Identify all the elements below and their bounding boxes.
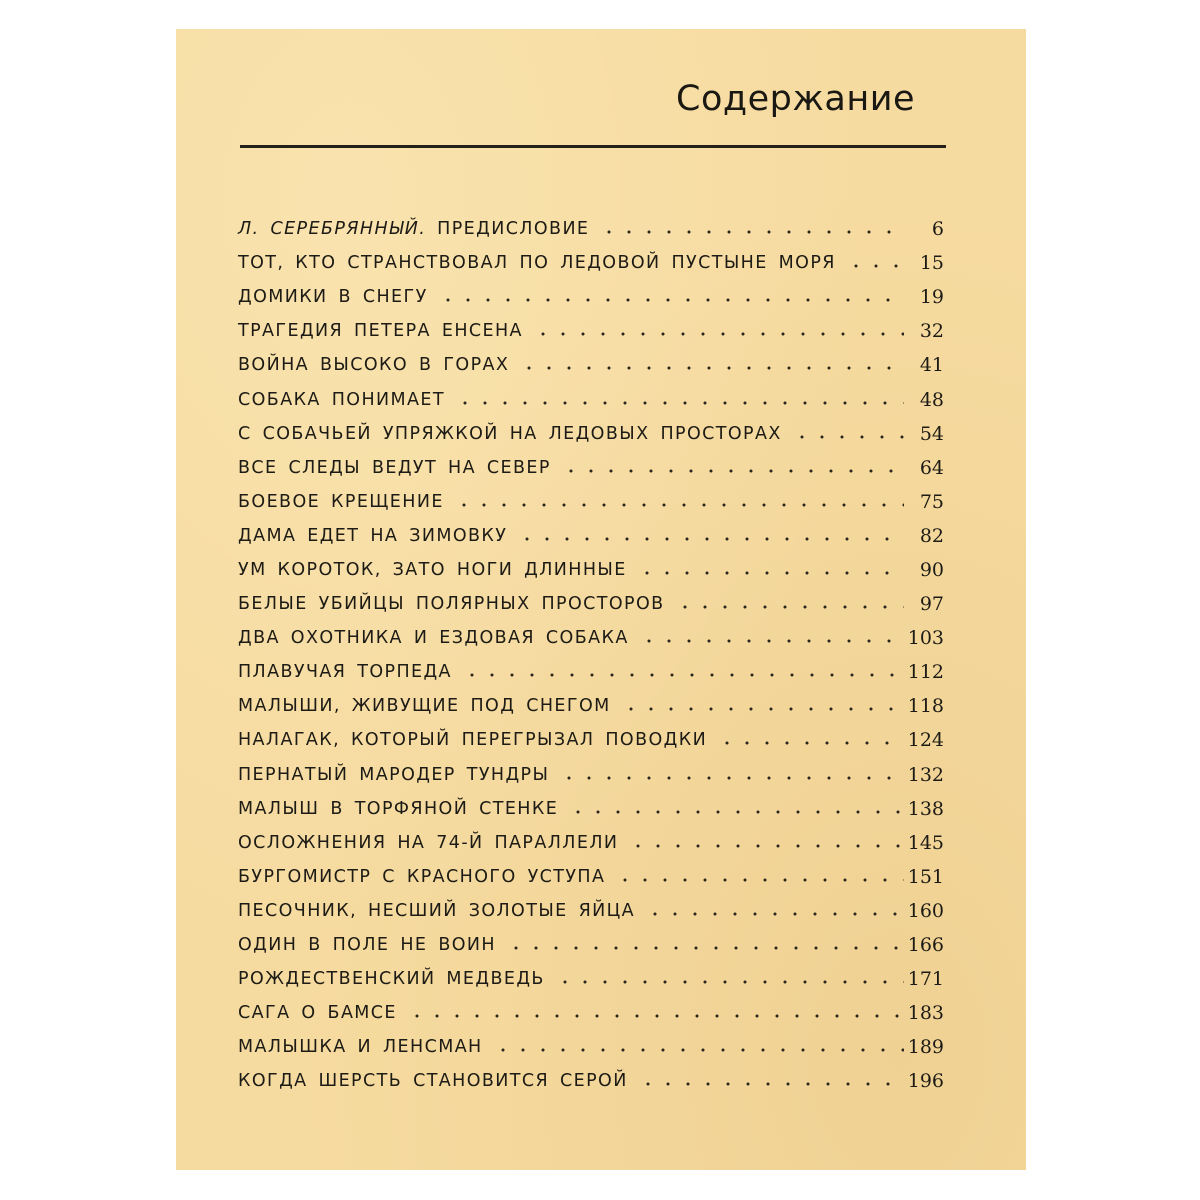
page-title: Содержание [676, 79, 915, 119]
toc-entry-title-text: ДАМА ЕДЕТ НА ЗИМОВКУ [238, 525, 508, 546]
toc-entry-page-number: 32 [919, 320, 944, 343]
toc-entry-page-number: 151 [907, 865, 944, 888]
dot-leader [568, 810, 904, 814]
toc-entry-title [238, 355, 509, 375]
toc-entry-page-number: 171 [907, 968, 944, 991]
toc-entry-title [238, 833, 618, 853]
dot-leader [517, 537, 904, 541]
toc-entry-title [238, 662, 452, 682]
toc-entry [238, 894, 944, 928]
toc-entry-title-text: ПРЕДИСЛОВИЕ [437, 219, 590, 240]
toc-entry-title-text: ТРАГЕДИЯ ПЕТЕРА ЕНСЕНА [238, 321, 523, 342]
toc-entry-title-text: САГА О БАМСЕ [238, 1003, 397, 1024]
toc-entry [238, 280, 944, 314]
toc-entry-page-number: 118 [907, 695, 944, 718]
dot-leader [462, 673, 904, 677]
toc-entry [238, 655, 944, 689]
toc-entry-title-text: ДОМИКИ В СНЕГУ [238, 287, 428, 308]
dot-leader [555, 980, 904, 984]
toc-entry-page-number: 75 [919, 490, 944, 513]
toc-entry-title-text: ПЛАВУЧАЯ ТОРПЕДА [238, 662, 452, 683]
toc-entry-title-text: ОДИН В ПОЛЕ НЕ ВОИН [238, 935, 496, 956]
toc-entry-title [238, 628, 629, 648]
toc-entry-page-number: 97 [919, 593, 944, 616]
toc-entry-title [238, 219, 589, 239]
toc-entry-page-number: 48 [919, 388, 944, 411]
toc-entry [238, 689, 944, 723]
toc-entry-title [238, 1037, 483, 1057]
dot-leader [533, 332, 904, 336]
dot-leader [846, 264, 904, 268]
toc-entry [238, 314, 944, 348]
dot-leader [455, 401, 904, 405]
toc-entry-title-text: СОБАКА ПОНИМАЕТ [238, 389, 445, 410]
dot-leader [621, 707, 904, 711]
toc-entry-page-number: 19 [919, 286, 944, 309]
dot-leader [637, 571, 904, 575]
toc-entry-page-number: 112 [907, 661, 944, 684]
dot-leader [519, 366, 904, 370]
toc-entry-title [238, 321, 523, 341]
toc-entry-title-text: МАЛЫШ В ТОРФЯНОЙ СТЕНКЕ [238, 798, 559, 819]
toc-entry-title [238, 730, 707, 750]
toc-entry-page-number: 196 [907, 1070, 944, 1093]
dot-leader [615, 878, 904, 882]
toc-entry-page-number: 41 [919, 354, 944, 377]
toc-entry [238, 1064, 944, 1098]
dot-leader [561, 469, 904, 473]
toc-entry [238, 1030, 944, 1064]
dot-leader [599, 230, 904, 234]
table-of-contents [238, 212, 944, 1098]
dot-leader [645, 912, 904, 916]
toc-entry [238, 212, 944, 246]
toc-entry-page-number: 82 [919, 524, 944, 547]
toc-entry-title [238, 424, 782, 444]
toc-entry-page-number: 54 [919, 422, 944, 445]
toc-entry-page-number: 103 [907, 627, 944, 650]
toc-entry [238, 792, 944, 826]
toc-entry [238, 382, 944, 416]
toc-entry [238, 826, 944, 860]
toc-entry-page-number: 124 [907, 729, 944, 752]
toc-entry [238, 860, 944, 894]
dot-leader [639, 639, 904, 643]
toc-entry [238, 723, 944, 757]
toc-entry-page-number: 183 [907, 1002, 944, 1025]
toc-entry-title-text: КОГДА ШЕРСТЬ СТАНОВИТСЯ СЕРОЙ [238, 1071, 628, 1092]
book-page [176, 29, 1026, 1170]
toc-entry-page-number: 132 [907, 763, 944, 786]
toc-entry-title [238, 867, 605, 887]
toc-entry-page-number: 145 [907, 831, 944, 854]
toc-entry-title [238, 594, 665, 614]
toc-entry-title [238, 935, 496, 955]
toc-entry-title [238, 390, 445, 410]
toc-entry-title-text: РОЖДЕСТВЕНСКИЙ МЕДВЕДЬ [238, 969, 545, 990]
dot-leader [493, 1048, 904, 1052]
dot-leader [717, 741, 904, 745]
toc-entry-title [238, 1003, 397, 1023]
dot-leader [438, 298, 904, 302]
toc-entry-title-text: ВСЕ СЛЕДЫ ВЕДУТ НА СЕВЕР [238, 457, 551, 478]
toc-entry-title-text: С СОБАЧЬЕЙ УПРЯЖКОЙ НА ЛЕДОВЫХ ПРОСТОРАХ [238, 423, 782, 444]
toc-entry-page-number: 160 [907, 899, 944, 922]
dot-leader [638, 1082, 904, 1086]
toc-entry [238, 553, 944, 587]
toc-entry-title-text: ПЕСОЧНИК, НЕСШИЙ ЗОЛОТЫЕ ЯЙЦА [238, 900, 635, 921]
toc-entry-title-text: БУРГОМИСТР С КРАСНОГО УСТУПА [238, 866, 606, 887]
toc-entry [238, 519, 944, 553]
toc-entry-page-number: 189 [907, 1036, 944, 1059]
dot-leader [792, 435, 904, 439]
toc-entry [238, 246, 944, 280]
toc-entry-title [238, 765, 549, 785]
dot-leader [559, 776, 904, 780]
toc-entry-page-number: 90 [919, 558, 944, 581]
dot-leader [675, 605, 904, 609]
dot-leader [454, 503, 904, 507]
toc-entry-page-number: 166 [907, 934, 944, 957]
toc-entry [238, 485, 944, 519]
toc-entry-title [238, 969, 545, 989]
toc-entry-title-text: ТОТ, КТО СТРАНСТВОВАЛ ПО ЛЕДОВОЙ ПУСТЫНЕ МОРЯ [238, 253, 836, 274]
toc-entry [238, 928, 944, 962]
toc-entry-page-number: 64 [919, 456, 944, 479]
toc-entry-title [238, 799, 558, 819]
toc-entry [238, 587, 944, 621]
toc-entry-title [238, 458, 551, 478]
toc-entry-title [238, 287, 428, 307]
toc-entry-author: Л. СЕРЕБРЯННЫЙ. [238, 219, 427, 240]
toc-entry-title-text: БЕЛЫЕ УБИЙЦЫ ПОЛЯРНЫХ ПРОСТОРОВ [238, 594, 665, 615]
toc-entry-title [238, 560, 627, 580]
toc-entry-page-number: 15 [919, 252, 944, 275]
toc-entry-title [238, 696, 611, 716]
toc-entry [238, 621, 944, 655]
dot-leader [628, 844, 904, 848]
toc-entry [238, 962, 944, 996]
toc-entry-page-number: 6 [931, 218, 944, 241]
toc-entry-title-text: НАЛАГАК, КОТОРЫЙ ПЕРЕГРЫЗАЛ ПОВОДКИ [238, 730, 708, 751]
toc-entry [238, 996, 944, 1030]
toc-entry-title-text: БОЕВОЕ КРЕЩЕНИЕ [238, 491, 444, 512]
toc-entry-title [238, 492, 444, 512]
toc-entry-title-text: УМ КОРОТОК, ЗАТО НОГИ ДЛИННЫЕ [238, 559, 627, 580]
toc-entry-page-number: 138 [907, 797, 944, 820]
toc-entry-title-text: МАЛЫШКА И ЛЕНСМАН [238, 1037, 483, 1058]
dot-leader [407, 1014, 904, 1018]
dot-leader [506, 946, 904, 950]
toc-entry-title-text: ДВА ОХОТНИКА И ЕЗДОВАЯ СОБАКА [238, 628, 629, 649]
toc-entry-title-text: ПЕРНАТЫЙ МАРОДЕР ТУНДРЫ [238, 764, 550, 785]
toc-entry-title [238, 901, 635, 921]
toc-entry [238, 417, 944, 451]
toc-entry-title [238, 253, 836, 273]
toc-entry-title [238, 526, 507, 546]
toc-entry-title [238, 1071, 628, 1091]
toc-entry [238, 348, 944, 382]
toc-entry [238, 758, 944, 792]
toc-entry-title-text: МАЛЫШИ, ЖИВУЩИЕ ПОД СНЕГОМ [238, 696, 611, 717]
title-rule [240, 145, 946, 148]
toc-entry [238, 451, 944, 485]
toc-entry-title-text: ОСЛОЖНЕНИЯ НА 74-Й ПАРАЛЛЕЛИ [238, 832, 619, 853]
toc-entry-title-text: ВОЙНА ВЫСОКО В ГОРАХ [238, 355, 510, 376]
